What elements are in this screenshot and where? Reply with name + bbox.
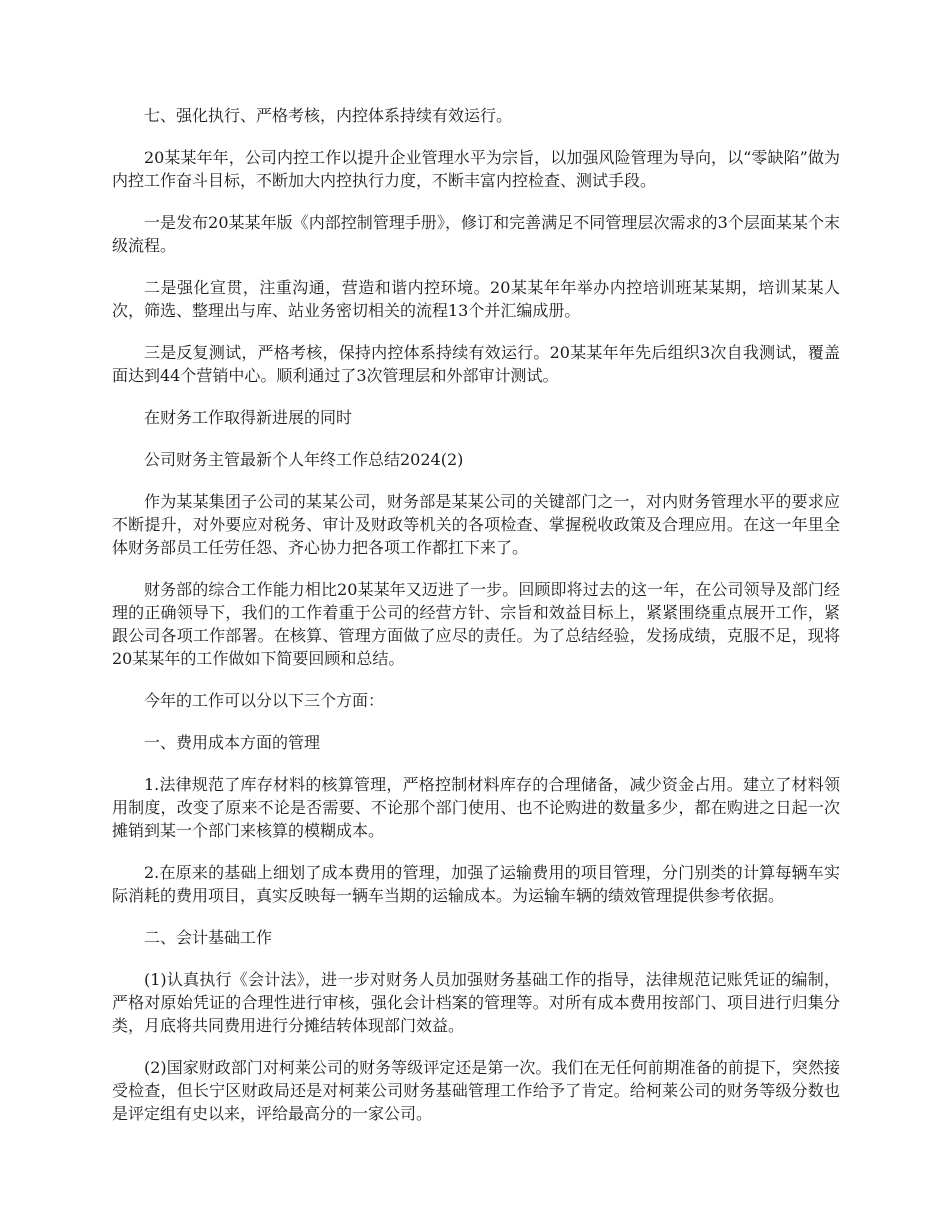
paragraph-internal-control-overview: 20某某年年，公司内控工作以提升企业管理水平为宗旨，以加强风险管理为导向，以“零缺陷”做为内控工作奋斗目标，不断加大内控执行力度，不断丰富内控检查、测试手段。 [112,148,840,190]
document-title-line: 公司财务主管最新个人年终工作总结2024(2) [144,450,464,469]
paragraph-transition: 在财务工作取得新进展的同时 [144,408,353,427]
paragraph-point-three: 三是反复测试，严格考核，保持内控体系持续有效运行。20某某年年先后组织3次自我测试，覆盖面达到44个营销中心。顺利通过了3次管理层和外部审计测试。 [112,343,840,385]
section-heading-accounting-basics: 二、会计基础工作 [144,928,273,947]
paragraph-review: 财务部的综合工作能力相比20某某年又迈进了一步。回顾即将过去的这一年，在公司领导及部门经理的正确领导下，我们的工作着重于公司的经营方针、宗旨和效益目标上，紧紧围绕重点展开工作，紧跟公司各项工作部署。在核算、管理方面做了应尽的责任。为了总结经验，发扬成绩，克服不足，现将20某某年的工作做如下简要回顾和总结。 [112,580,840,668]
paragraph-item-2: 2.在原来的基础上细划了成本费用的管理，加强了运输费用的项目管理，分门别类的计算每辆车实际消耗的费用项目，真实反映每一辆车当期的运输成本。为运输车辆的绩效管理提供参考依据。 [112,863,840,905]
paragraph-intro: 作为某某集团子公司的某某公司，财务部是某某公司的关键部门之一，对内财务管理水平的要求应不断提升，对外要应对税务、审计及财政等机关的各项检查、掌握税收政策及合理应用。在这一年里全体财务部员工任劳任怨、齐心协力把各项工作都扛下来了。 [112,492,840,557]
paragraph-item-1: 1.法律规范了库存材料的核算管理，严格控制材料库存的合理储备，减少资金占用。建立了材料领用制度，改变了原来不论是否需要、不论那个部门使用、也不论购进的数量多少，都在购进之日起一次摊销到某一个部门来核算的模糊成本。 [112,775,840,840]
paragraph-point-two: 二是强化宣贯，注重沟通，营造和谐内控环境。20某某年年举办内控培训班某某期，培训某某人次，筛选、整理出与库、站业务密切相关的流程13个并汇编成册。 [112,278,840,320]
section-heading-7: 七、强化执行、严格考核，内控体系持续有效运行。 [144,106,513,125]
paragraph-subitem-2: (2)国家财政部门对柯莱公司的财务等级评定还是第一次。我们在无任何前期准备的前提下，突然接受检查，但长宁区财政局还是对柯莱公司财务基础管理工作给予了肯定。给柯莱公司的财务等级分数也是评定组有史以来，评给最高分的一家公司。 [112,1058,840,1123]
document-page [112,104,840,1144]
paragraph-point-one: 一是发布20某某年版《内部控制管理手册》，修订和完善满足不同管理层次需求的3个层面某某个末级流程。 [112,213,840,255]
paragraph-subitem-1: (1)认真执行《会计法》，进一步对财务人员加强财务基础工作的指导，法律规范记账凭证的编制，严格对原始凭证的合理性进行审核，强化会计档案的管理等。对所有成本费用按部门、项目进行归集分类，月底将共同费用进行分摊结转体现部门效益。 [112,970,840,1035]
section-heading-cost-management: 一、费用成本方面的管理 [144,733,321,752]
paragraph-three-aspects: 今年的工作可以分以下三个方面： [144,691,385,710]
